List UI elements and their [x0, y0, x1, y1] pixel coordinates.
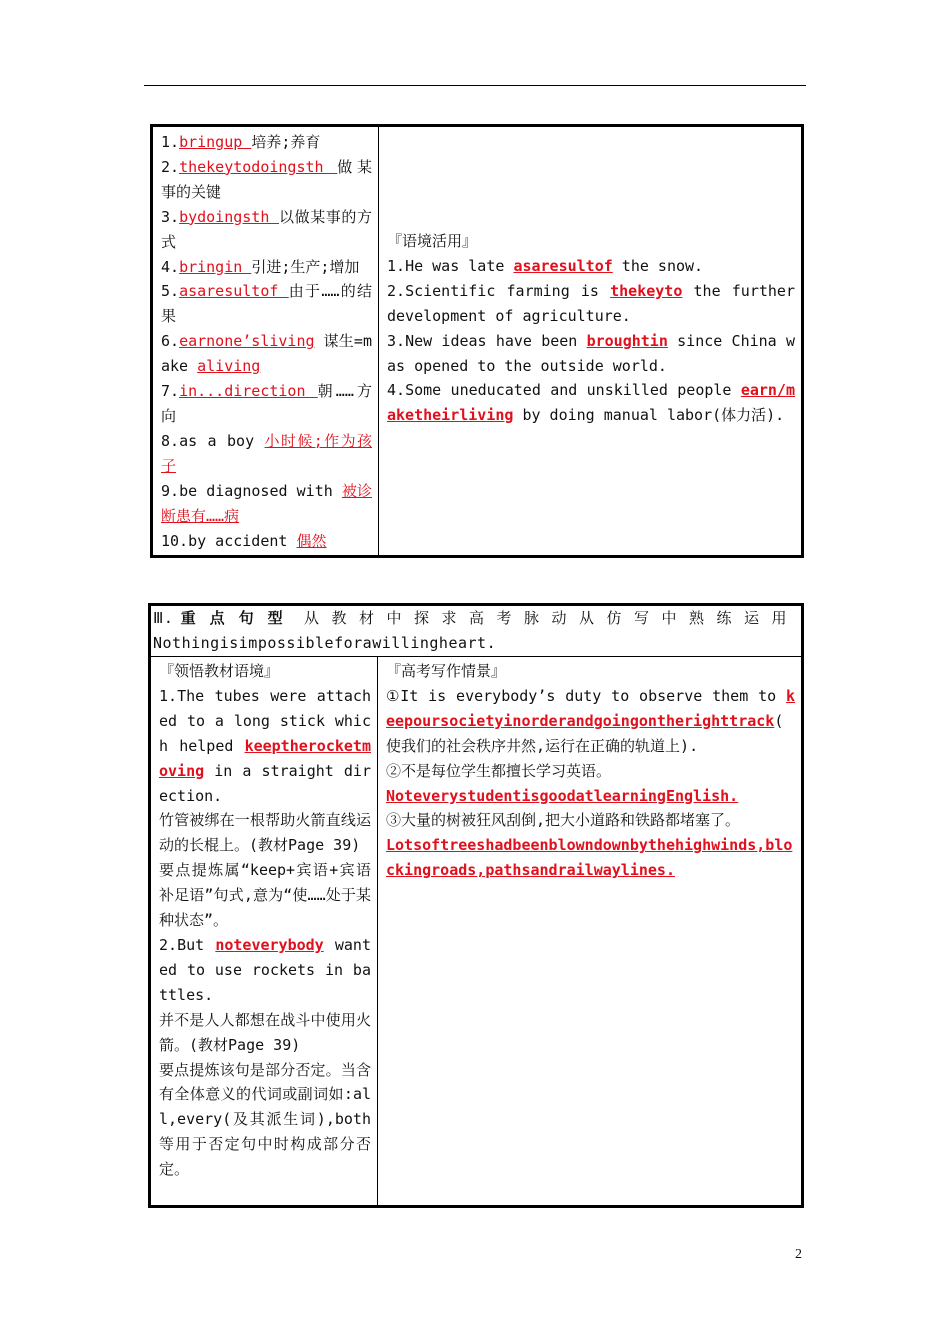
practice-answer: thekeyto — [610, 281, 683, 300]
phrase-answer: bydoingsth — [179, 207, 279, 226]
section-title-bold: 重点句型 — [180, 609, 297, 627]
section-number: Ⅲ. — [153, 609, 174, 627]
example-sentence: 2.But noteverybody wanted to use rockets in battles. — [159, 935, 371, 1004]
section-heading: 『高考写作情景』 — [386, 662, 507, 680]
practice-item: 1.He was late asaresultof the snow. — [387, 256, 704, 275]
section-title — [153, 606, 799, 631]
phrase-item: 7.in...direction 朝……方向 — [161, 382, 373, 425]
sentence-answer: noteverybody — [215, 935, 324, 954]
phrase-item: 9.be diagnosed with 被诊断患有……病 — [161, 481, 372, 525]
phrase-item: 8.as a boy 小时候;作为孩子 — [161, 431, 372, 475]
writing-prompt: ②不是每位学生都擅长学习英语。 — [386, 761, 612, 780]
phrase-answer: bringin — [179, 257, 252, 276]
phrase-item: 1.bringup 培养;养育 — [161, 133, 321, 151]
vocabulary-table — [150, 124, 804, 558]
header-rule — [144, 85, 806, 86]
practice-answer: earn/maketheirliving — [387, 381, 795, 425]
practice-item: 4.Some uneducated and unskilled people earn/maketheirliving by doing manual labor(体力活). — [387, 381, 795, 425]
sentence-answer: keeptherocketmoving — [159, 736, 371, 780]
writing-answer: Lotsoftreeshadbeenblowndownbythehighwinds,blockingroads,pathsandrailwaylines. — [386, 836, 793, 880]
phrase-answer: 偶然 — [296, 531, 327, 550]
writing-item: ①It is everybody’s duty to observe them to keepoursocietyinorderandgoingontherighttrack( 使我们的社会秩序井然,运行在正确的轨道上). — [386, 686, 795, 755]
phrase-item: 5.asaresultof 由于……的结果 — [161, 282, 372, 326]
writing-answer: keepoursocietyinorderandgoingontherighttrack — [386, 686, 795, 730]
phrase-answer: aliving — [197, 357, 261, 376]
phrase-item: 4.bringin 引进;生产;增加 — [161, 257, 360, 276]
phrase-item: 10.by accident 偶然 — [161, 531, 327, 550]
phrase-item: 2.thekeytodoingsth 做某事的关键 — [161, 157, 372, 201]
practice-answer: broughtin — [586, 331, 668, 350]
phrase-item: 6.earnone’sliving 谋生=make aliving — [161, 332, 372, 376]
key-sentences-table — [148, 603, 804, 1208]
section-subtitle: 从教材中探求高考脉动从仿写中熟练运用 — [303, 609, 799, 627]
context-practice-cell — [379, 126, 803, 557]
phrase-answer: earnone’sliving — [179, 332, 315, 351]
page-number: 2 — [795, 1247, 802, 1262]
section-heading: 『领悟教材语境』 — [159, 662, 280, 680]
example-sentence: 1.The tubes were attached to a long stick which helped keeptherocketmoving in a straight direction. — [159, 686, 371, 805]
section-motto: Nothingisimpossibleforawillingheart. — [153, 633, 497, 652]
sentence-translation: 并不是人人都想在战斗中使用火箭。(教材Page 39) — [159, 1010, 371, 1054]
writing-scenario-cell — [378, 657, 803, 1207]
textbook-context-cell — [150, 657, 378, 1207]
phrase-answer: thekeytodoingsth — [179, 157, 338, 176]
writing-answer: NoteverystudentisgoodatlearningEnglish. — [386, 786, 739, 805]
key-point-note: 要点提炼属“keep+宾语+宾语补足语”句式,意为“使……处于某种状态”。 — [159, 861, 371, 930]
section-header — [150, 605, 803, 657]
phrase-answer: 被诊断患有……病 — [161, 481, 372, 525]
phrase-answer: bringup — [179, 133, 252, 151]
sentence-translation: 竹管被绑在一根帮助火箭直线运动的长棍上。(教材Page 39) — [159, 811, 371, 855]
phrase-answer: asaresultof — [179, 282, 289, 301]
phrase-list-cell — [152, 126, 379, 557]
practice-item: 3.New ideas have been broughtin since China was opened to the outside world. — [387, 331, 795, 375]
practice-item: 2.Scientific farming is thekeyto the further development of agriculture. — [387, 281, 795, 325]
writing-prompt: ③大量的树被狂风刮倒,把大小道路和铁路都堵塞了。 — [386, 811, 741, 830]
phrase-answer: 小时候;作为孩子 — [161, 431, 372, 475]
phrase-item: 3.bydoingsth 以做某事的方式 — [161, 207, 372, 251]
practice-answer: asaresultof — [513, 256, 613, 275]
phrase-answer: in...direction — [179, 382, 318, 401]
key-point-note: 要点提炼该句是部分否定。当含有全体意义的代词或副词如:all,every(及其派生词),both等用于否定句中时构成部分否定。 — [159, 1060, 371, 1179]
section-heading: 『语境活用』 — [387, 232, 478, 250]
